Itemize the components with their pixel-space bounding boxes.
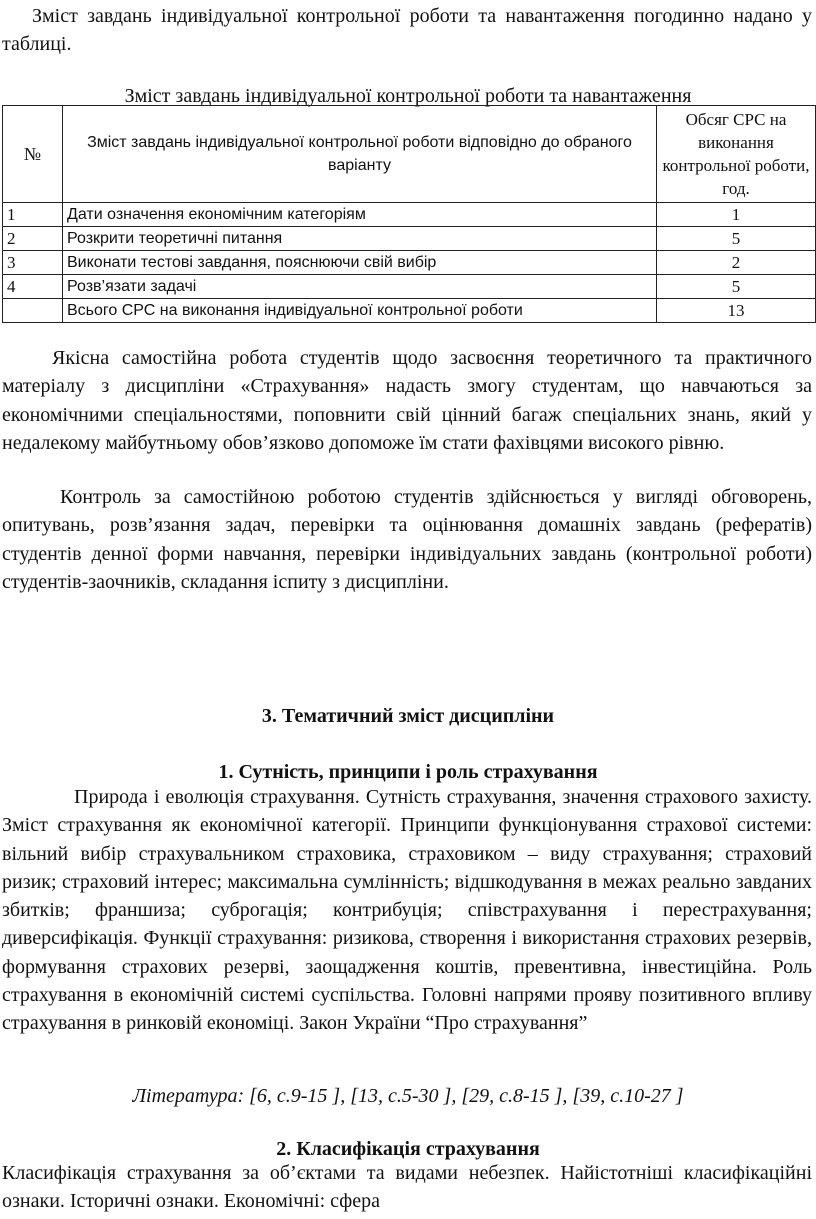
row-number: 3: [3, 251, 63, 275]
row-number: 4: [3, 275, 63, 299]
total-number: [3, 299, 63, 323]
total-content: Всього СРС на виконання індивідуальної контрольної роботи: [63, 299, 657, 323]
tasks-table: [2, 105, 816, 323]
header-content: Зміст завдань індивідуальної контрольної роботи відповідно до обраного варіанту: [63, 106, 657, 203]
row-content: Розкрити теоретичні питання: [63, 227, 657, 251]
topic2-text: Класифікація страхування за об’єктами та видами небезпек. Найістотніші класифікаційні ознаки. Історичні ознаки. Економічні: сфера: [2, 1162, 812, 1213]
paragraph-quality: Якісна самостійна робота студентів щодо засвоєння теоретичного та практичного матеріалу з дисципліни «Страхування» надасть змогу студентам, що навчаються за економічними спеціальностями, поповнити свій цінний багаж спеціальних знань, який у недалекому майбутньому обов’язково допоможе їм стати фахівцями високого рівню.: [2, 347, 812, 454]
total-hours: 13: [657, 299, 816, 323]
header-volume: Обсяг СРС на виконання контрольної роботи, год.: [657, 106, 816, 203]
topic1-text: Природа і еволюція страхування. Сутність страхування, значення страхового захисту. Зміст страхування як економічної категорії. Принципи функціонування страхової системи: вільний вибір страхувальником страховика, страховиком – виду страхування; страховий ризик; страховий інтерес; максимальна сумлінність; відшкодування в межах реально завданих збитків; франшиза; суброгація; контрибуція; співстрахування і перестрахування; диверсифікація. Функції страхування: ризикова, створення і використання страхових резервів, формування страхових резерві, заощадження коштів, превентивна, інвестиційна. Роль страхування в економічній системі суспільства. Головні напрями прояву позитивного впливу страхування в ринковій економіці. Закон України “Про страхування”: [2, 786, 812, 1035]
row-hours: 5: [657, 275, 816, 299]
table-row: [3, 275, 816, 299]
row-hours: 2: [657, 251, 816, 275]
row-content: Виконати тестові завдання, пояснюючи свій вибір: [63, 251, 657, 275]
intro-paragraph: Зміст завдань індивідуальної контрольної роботи та навантаження погодинно надано у таблиці.: [2, 5, 812, 56]
header-number: №: [3, 106, 63, 203]
table-total-row: [3, 299, 816, 323]
paragraph-control: Контроль за самостійною роботою студентів здійснюється у вигляді обговорень, опитувань, розв’язання задач, перевірки та оцінювання домашніх завдань (рефератів) студентів денної форми навчання, перевірки індивідуальних завдань (контрольної роботи) студентів-заочників, складання іспиту з дисципліни.: [2, 486, 812, 593]
row-number: 1: [3, 203, 63, 227]
row-number: 2: [3, 227, 63, 251]
table-row: [3, 227, 816, 251]
row-hours: 1: [657, 203, 816, 227]
topic1-literature: Література: [6, с.9-15 ], [13, с.5-30 ], [29, с.8-15 ], [39, с.10-27 ]: [132, 1085, 684, 1107]
table-caption: Зміст завдань індивідуальної контрольної роботи та навантаження: [124, 85, 692, 107]
table-row: [3, 251, 816, 275]
row-hours: 5: [657, 227, 816, 251]
table-row: [3, 203, 816, 227]
table-header-row: [3, 106, 816, 203]
topic2-heading: 2. Класифікація страхування: [276, 1138, 540, 1160]
section-heading: 3. Тематичний зміст дисципліни: [261, 705, 555, 727]
row-content: Дати означення економічним категоріям: [63, 203, 657, 227]
topic1-heading: 1. Сутність, принципи і роль страхування: [218, 761, 598, 783]
row-content: Розв’язати задачі: [63, 275, 657, 299]
